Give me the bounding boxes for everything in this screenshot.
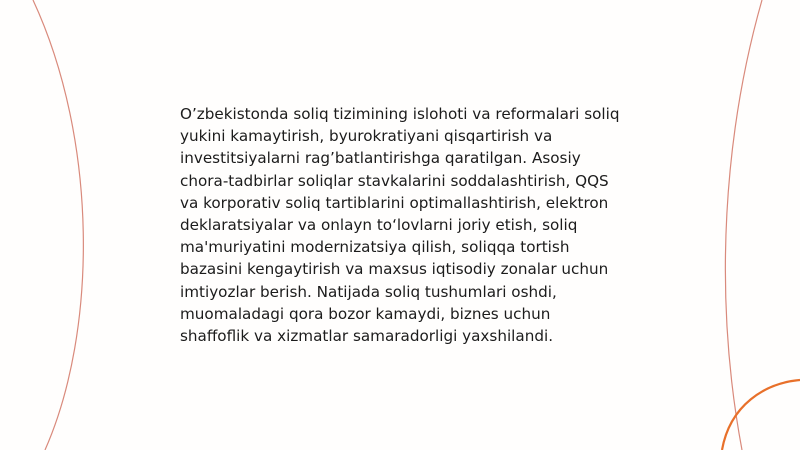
slide-body-text: O’zbekistonda soliq tizimining islohoti va reformalari soliq yukini kamaytirish, byurokratiyani qisqartirish va investitsiyalarni rag’batlantirishga qaratilgan. Asosiy chora-tadbirlar soliqlar stavkalarini soddalashtirish, QQS va korporativ soliq tartiblarini optimallashtirish, elektron deklaratsiyalar va onlayn to‘lovlarni joriy etish, soliq ma'muriyatini modernizatsiya qilish, soliqqa tortish bazasini kengaytirish va maxsus iqtisodiy zonalar uchun imtiyozlar berish. Natijada soliq tushumlari oshdi, muomaladagi qora bozor kamaydi, biznes uchun shaffoflik va xizmatlar samaradorligi yaxshilandi.	[180, 105, 620, 346]
right-curve	[725, 0, 762, 450]
accent-arc	[722, 380, 800, 450]
left-curve	[33, 0, 83, 450]
